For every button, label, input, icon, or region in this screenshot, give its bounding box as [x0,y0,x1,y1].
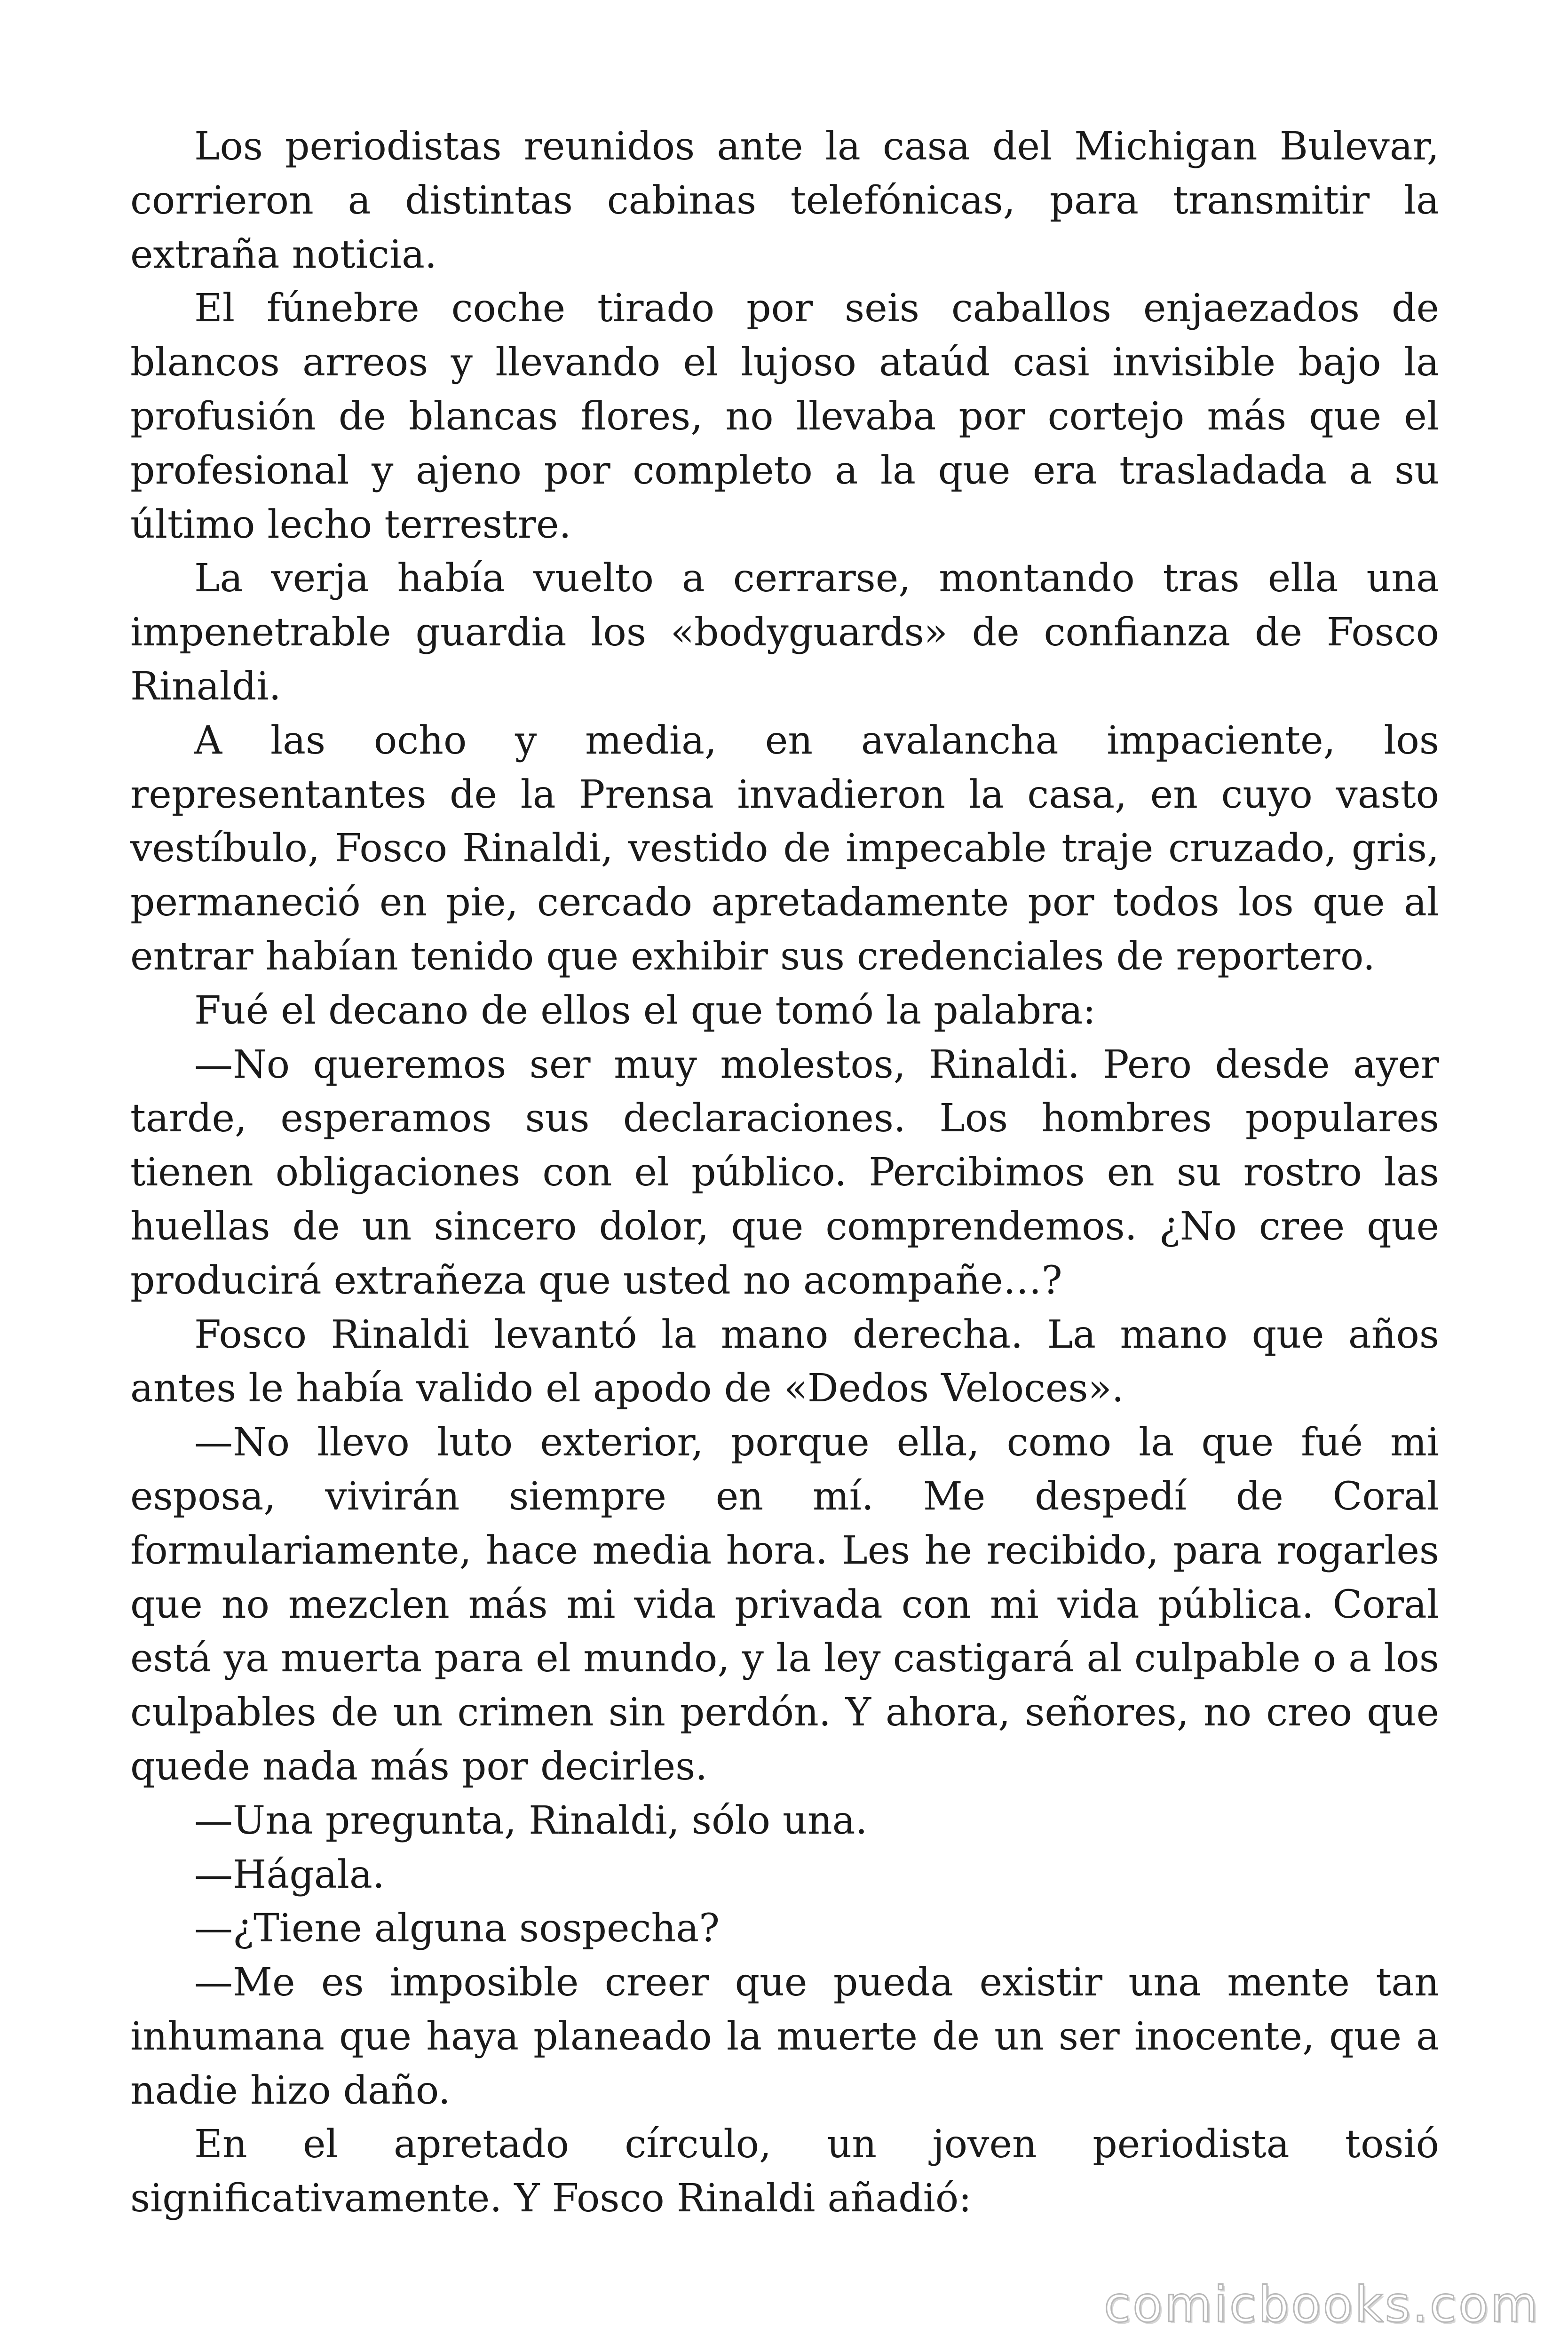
body-text [130,120,1439,2226]
paragraph: —Una pregunta, Rinaldi, sólo una. [194,1798,868,1843]
paragraph: —No llevo luto exterior, porque ella, como la que fué mi esposa, vivirán siempre en mí. Me despedí de Coral formulariamente, hace media hora. Les he recibido, para rogarles que no mezclen más mi vida privada con mi vida pública. Coral está ya muerta para el mundo, y la ley castigará al culpable o a los culpables de un crimen sin perdón. Y ahora, señores, no creo que quede nada más por decirles. [130,1420,1439,1789]
paragraph: —No queremos ser muy molestos, Rinaldi. Pero desde ayer tarde, esperamos sus declaraciones. Los hombres populares tienen obligaciones con el público. Percibimos en su rostro las huellas de un sincero dolor, que comprendemos. ¿No cree que producirá extrañeza que usted no acompañe…? [130,1042,1439,1303]
paragraph: Fué el decano de ellos el que tomó la palabra: [194,988,1096,1033]
watermark: comicbooks.com [1103,2276,1540,2333]
paragraph: —¿Tiene alguna sospecha? [194,1906,720,1951]
paragraph: —Hágala. [194,1852,385,1897]
paragraph: El fúnebre coche tirado por seis caballos enjaezados de blancos arreos y llevando el lujoso ataúd casi invisible bajo la profusión de blancas flores, no llevaba por cortejo más que el profesional y ajeno por completo a la que era trasladada a su último lecho terrestre. [130,286,1439,547]
paragraph: A las ocho y media, en avalancha impaciente, los representantes de la Prensa invadieron la casa, en cuyo vasto vestíbulo, Fosco Rinaldi, vestido de impecable traje cruzado, gris, permaneció en pie, cercado apretadamente por todos los que al entrar habían tenido que exhibir sus credenciales de reportero. [130,718,1439,979]
paragraph: La verja había vuelto a cerrarse, montando tras ella una impenetrable guardia los «bodyguards» de confianza de Fosco Rinaldi. [130,556,1439,709]
paragraph: En el apretado círculo, un joven periodista tosió significativamente. Y Fosco Rinaldi añadió: [130,2122,1439,2221]
paragraph: Los periodistas reunidos ante la casa del Michigan Bulevar, corrieron a distintas cabinas telefónicas, para transmitir la extraña noticia. [130,124,1439,277]
paragraph: Fosco Rinaldi levantó la mano derecha. La mano que años antes le había valido el apodo de «Dedos Veloces». [130,1312,1439,1411]
paragraph: —Me es imposible creer que pueda existir una mente tan inhumana que haya planeado la muerte de un ser inocente, que a nadie hizo daño. [130,1960,1439,2113]
